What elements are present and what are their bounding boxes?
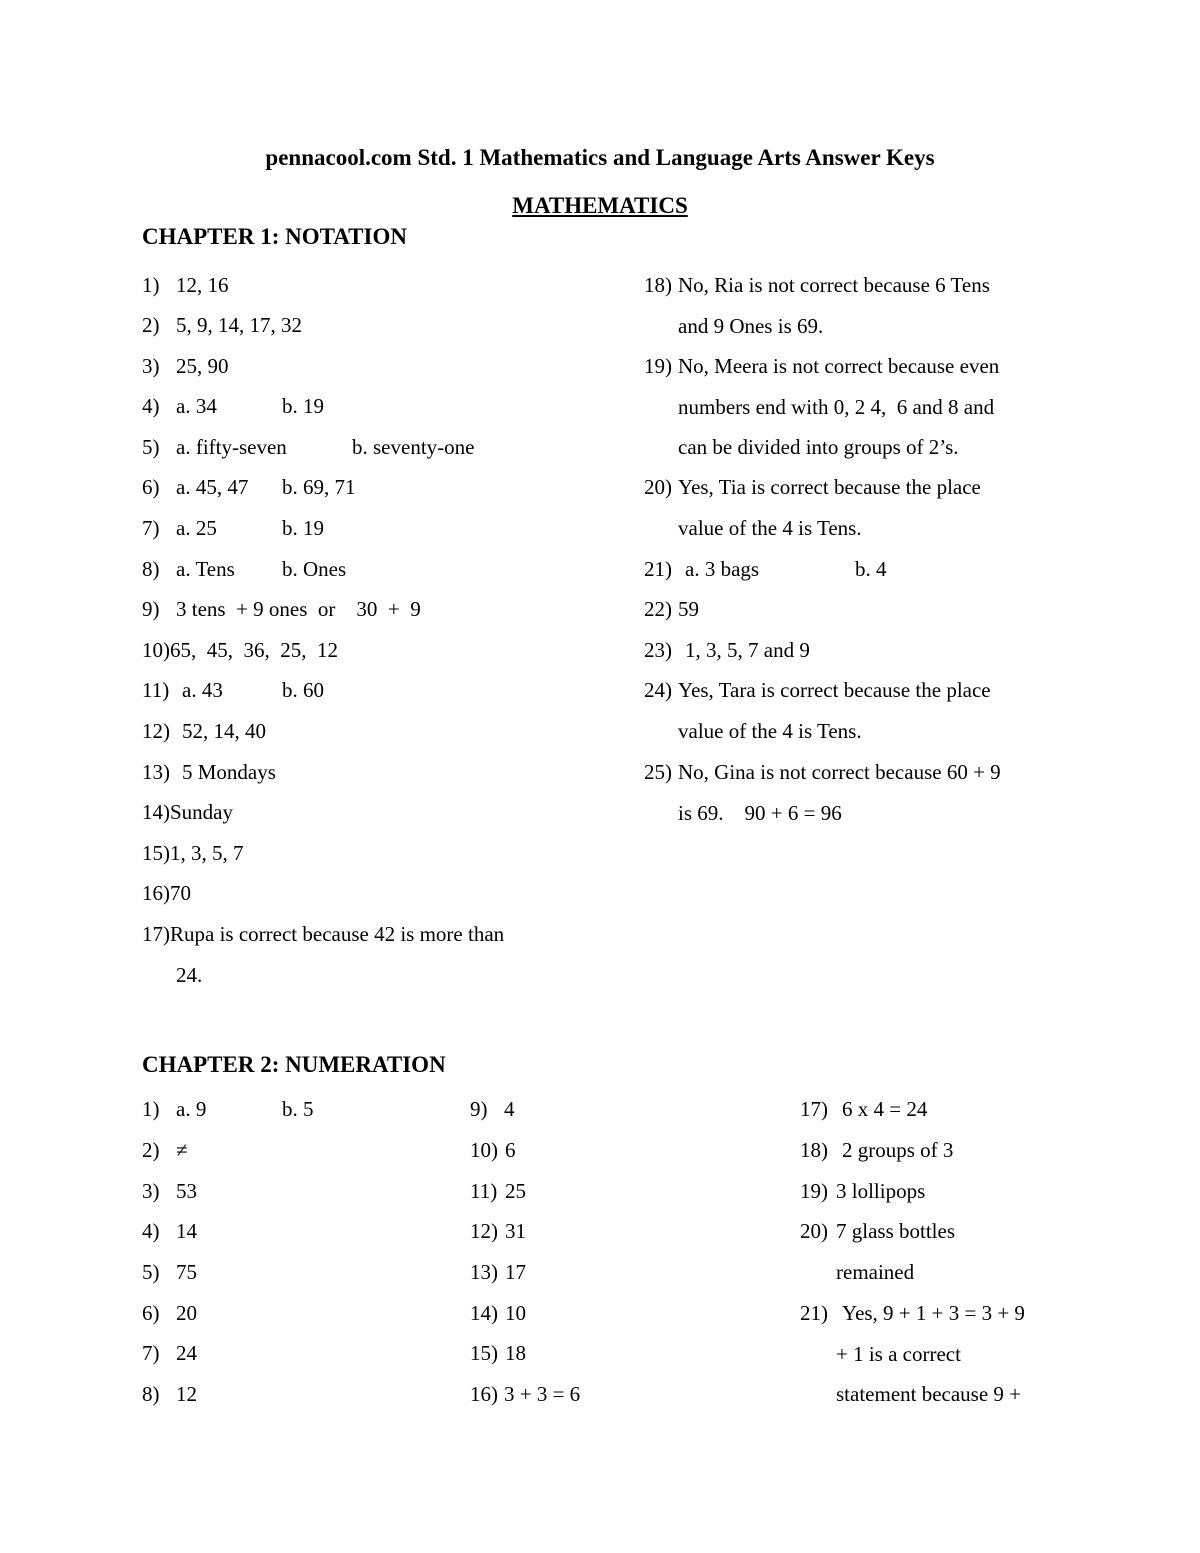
answer-text: Yes, Tara is correct because the place [678, 678, 991, 702]
chapter-1-heading: CHAPTER 1: NOTATION [142, 224, 407, 249]
answer-text: No, Ria is not correct because 6 Tens [678, 273, 990, 297]
answer-number: 2) [142, 313, 160, 337]
answer-number: 25) [644, 760, 672, 784]
answer-text: 3 tens + 9 ones or 30 + 9 [176, 597, 421, 621]
answer-part-b: b. 4 [855, 557, 887, 581]
answer-number: 7) [142, 516, 160, 540]
answer-text: 3 lollipops [836, 1179, 926, 1203]
answer-number: 13) [142, 760, 170, 784]
answer-continuation: is 69. 90 + 6 = 96 [678, 800, 842, 825]
answer-number: 16) [142, 881, 170, 905]
answer-number: 21) [644, 557, 672, 581]
answer-number: 12) [142, 719, 170, 743]
answer-number: 11) [142, 678, 170, 702]
answer-number: 18) [800, 1138, 828, 1162]
answer-continuation: + 1 is a correct [836, 1341, 961, 1366]
answer-number: 22) [644, 597, 672, 621]
answer-number: 23) [644, 638, 672, 662]
answer-text: Yes, Tia is correct because the place [678, 475, 981, 499]
answer-part-a: a. 3 bags [685, 557, 760, 581]
answer-number: 4) [142, 394, 160, 418]
answer-text: 4 [504, 1097, 515, 1121]
answer-number: 16) [470, 1382, 498, 1406]
answer-text: 75 [176, 1260, 197, 1284]
answer-number: 12) [470, 1219, 498, 1243]
answer-text: 31 [505, 1219, 526, 1243]
answer-part-b: b. 60 [282, 678, 324, 702]
answer-part-a: a. fifty-seven [176, 435, 287, 459]
answer-text: 1, 3, 5, 7 [170, 841, 244, 865]
answer-continuation: can be divided into groups of 2’s. [678, 435, 959, 460]
answer-number: 7) [142, 1341, 160, 1365]
answer-number: 5) [142, 1260, 160, 1284]
answer-text: 1, 3, 5, 7 and 9 [685, 638, 810, 662]
answer-part-a: a. 43 [182, 678, 223, 702]
answer-number: 14) [142, 800, 170, 824]
answer-text: 10 [505, 1301, 526, 1325]
answer-number: 6) [142, 1301, 160, 1325]
answer-part-a: a. 34 [176, 394, 217, 418]
answer-text: 6 x 4 = 24 [842, 1097, 928, 1121]
answer-text: 59 [678, 597, 699, 621]
answer-text: No, Gina is not correct because 60 + 9 [678, 760, 1001, 784]
answer-part-b: b. 5 [282, 1097, 314, 1121]
answer-part-b: b. 69, 71 [282, 475, 356, 499]
answer-part-b: b. seventy-one [352, 435, 475, 459]
answer-number: 9) [142, 597, 160, 621]
document-title: pennacool.com Std. 1 Mathematics and Language Arts Answer Keys [265, 145, 935, 170]
answer-part-b: b. 19 [282, 516, 324, 540]
answer-text: 7 glass bottles [836, 1219, 955, 1243]
answer-part-a: a. 45, 47 [176, 475, 249, 499]
answer-text: 2 groups of 3 [842, 1138, 954, 1162]
answer-number: 19) [800, 1179, 828, 1203]
answer-continuation: 24. [176, 962, 203, 987]
answer-number: 11) [470, 1179, 498, 1203]
section-heading-text: MATHEMATICS [512, 193, 688, 218]
answer-text: 52, 14, 40 [182, 719, 266, 743]
answer-number: 13) [470, 1260, 498, 1284]
answer-text: 20 [176, 1301, 197, 1325]
answer-number: 18) [644, 273, 672, 297]
answer-text: ≠ [176, 1138, 188, 1162]
answer-number: 1) [142, 273, 160, 297]
answer-number: 20) [644, 475, 672, 499]
answer-number: 24) [644, 678, 672, 702]
answer-number: 8) [142, 1382, 160, 1406]
answer-number: 8) [142, 557, 160, 581]
answer-number: 15) [470, 1341, 498, 1365]
answer-text: Sunday [170, 800, 233, 824]
answer-continuation: remained [836, 1259, 915, 1284]
answer-number: 6) [142, 475, 160, 499]
answer-text: 25 [505, 1179, 526, 1203]
answer-number: 15) [142, 841, 170, 865]
answer-text: 25, 90 [176, 354, 229, 378]
answer-text: 18 [505, 1341, 526, 1365]
answer-text: 6 [505, 1138, 516, 1162]
answer-continuation: value of the 4 is Tens. [678, 718, 862, 743]
answer-text: 3 + 3 = 6 [504, 1382, 581, 1406]
answer-number: 5) [142, 435, 160, 459]
answer-number: 10) [142, 638, 170, 662]
answer-number: 17) [142, 922, 170, 946]
answer-text: 70 [170, 881, 191, 905]
section-heading [0, 192, 1200, 220]
answer-text: Yes, 9 + 1 + 3 = 3 + 9 [842, 1301, 1025, 1325]
answer-text: 12, 16 [176, 273, 229, 297]
answer-number: 3) [142, 354, 160, 378]
answer-number: 9) [470, 1097, 488, 1121]
answer-part-b: b. Ones [282, 557, 347, 581]
answer-number: 4) [142, 1219, 160, 1243]
answer-text: 5 Mondays [182, 760, 276, 784]
answer-number: 20) [800, 1219, 828, 1243]
answer-number: 14) [470, 1301, 498, 1325]
answer-text: 24 [176, 1341, 197, 1365]
answer-number: 3) [142, 1179, 160, 1203]
answer-number: 2) [142, 1138, 160, 1162]
answer-part-a: a. Tens [176, 557, 235, 581]
answer-number: 1) [142, 1097, 160, 1121]
answer-part-a: a. 9 [176, 1097, 207, 1121]
answer-continuation: value of the 4 is Tens. [678, 515, 862, 540]
answer-text: No, Meera is not correct because even [678, 354, 1000, 378]
chapter-2-heading: CHAPTER 2: NUMERATION [142, 1052, 446, 1077]
answer-part-b: b. 19 [282, 394, 324, 418]
answer-number: 10) [470, 1138, 498, 1162]
answer-part-a: a. 25 [176, 516, 217, 540]
answer-text: 17 [505, 1260, 526, 1284]
answer-continuation: statement because 9 + [836, 1382, 1022, 1407]
answer-continuation: and 9 Ones is 69. [678, 313, 824, 338]
answer-continuation: numbers end with 0, 2 4, 6 and 8 and [678, 394, 995, 419]
answer-number: 17) [800, 1097, 828, 1121]
answer-text: 5, 9, 14, 17, 32 [176, 313, 302, 337]
answer-text: 65, 45, 36, 25, 12 [170, 638, 338, 662]
answer-number: 19) [644, 354, 672, 378]
answer-text: 53 [176, 1179, 197, 1203]
answer-text: 12 [176, 1382, 197, 1406]
answer-text: 14 [176, 1219, 197, 1243]
answer-text: Rupa is correct because 42 is more than [170, 922, 505, 946]
answer-number: 21) [800, 1301, 828, 1325]
